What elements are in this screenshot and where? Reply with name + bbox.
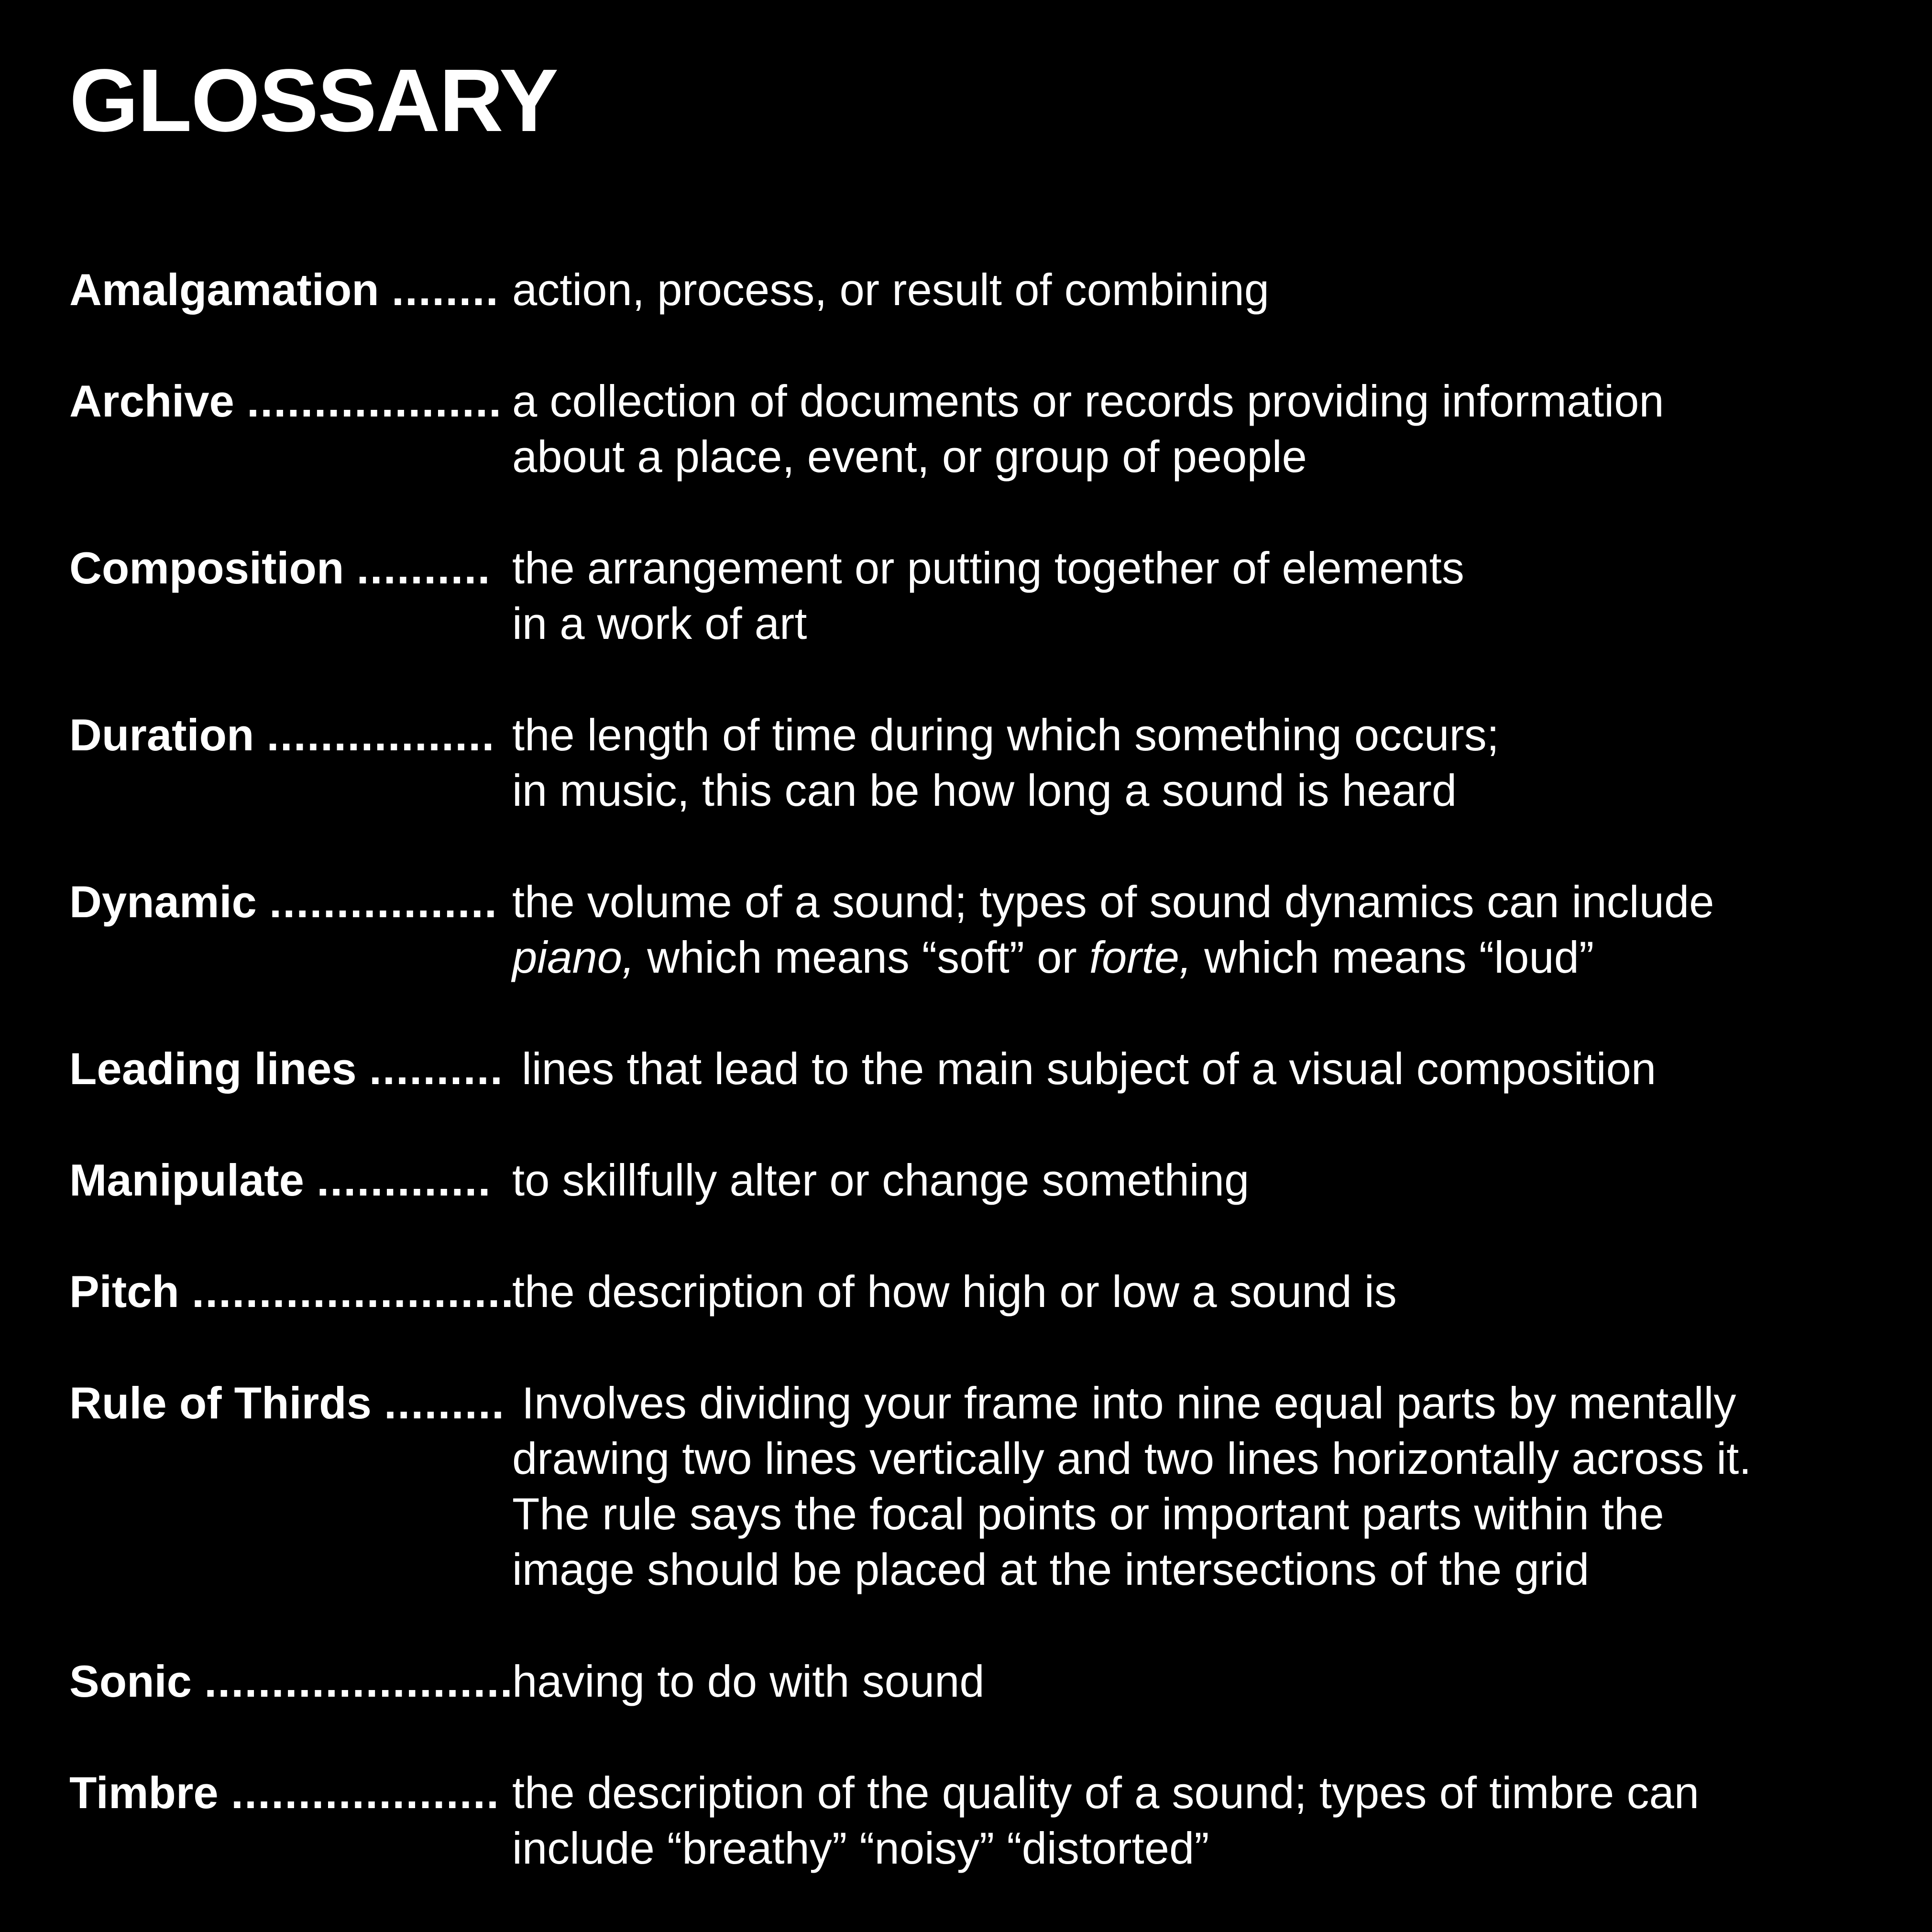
glossary-entry-rule-of-thirds	[69, 1375, 1887, 1600]
definition-line: include “breathy” “noisy” “distorted”	[512, 1823, 1209, 1873]
glossary-term: Duration .................	[69, 710, 495, 760]
glossary-term: Timbre ....................	[69, 1767, 500, 1818]
glossary-definition	[512, 1654, 1880, 1709]
leader-dots: ........	[391, 264, 499, 315]
glossary-term: Rule of Thirds .........	[69, 1378, 505, 1428]
definition-line: about a place, event, or group of people	[512, 431, 1307, 482]
leader-dots: .................	[269, 877, 498, 927]
glossary-entry-archive	[69, 373, 1887, 488]
glossary-term: Archive ...................	[69, 376, 503, 426]
definition-line: image should be placed at the intersections of the grid	[512, 1544, 1590, 1594]
glossary-term: Dynamic .................	[69, 877, 498, 927]
definition-line: in a work of art	[512, 598, 807, 648]
definition-line: having to do with sound	[512, 1656, 985, 1706]
glossary-definition	[512, 1765, 1880, 1876]
glossary-definition	[512, 262, 1880, 318]
glossary-term: Amalgamation ........	[69, 264, 499, 315]
glossary-definition	[512, 1153, 1880, 1208]
leader-dots: ........................	[191, 1266, 515, 1317]
definition-line: the description of how high or low a sound is	[512, 1266, 1397, 1317]
leader-dots: ....................	[231, 1767, 500, 1818]
glossary-definition	[512, 874, 1880, 985]
glossary-term: Sonic .......................	[69, 1656, 514, 1706]
leader-dots: .............	[317, 1155, 492, 1205]
glossary-definition	[512, 1264, 1880, 1319]
glossary-entry-composition	[69, 540, 1887, 655]
glossary-term: Pitch ........................	[69, 1266, 515, 1317]
glossary-entry-duration	[69, 707, 1887, 822]
leader-dots: .......................	[204, 1656, 514, 1706]
definition-line: Involves dividing your frame into nine equal parts by mentally	[522, 1378, 1736, 1428]
glossary-entry-manipulate	[69, 1153, 1887, 1267]
definition-line: lines that lead to the main subject of a visual composition	[522, 1043, 1657, 1094]
glossary-entry-dynamic	[69, 874, 1887, 989]
leader-dots: ..........	[356, 543, 491, 593]
leader-dots: .................	[266, 710, 495, 760]
definition-line: the arrangement or putting together of elements	[512, 543, 1464, 593]
definition-line: the length of time during which something occurs;	[512, 710, 1499, 760]
glossary-definition	[522, 1041, 1889, 1097]
glossary-term: Leading lines ..........	[69, 1043, 504, 1094]
italic-term-forte: forte,	[1089, 932, 1192, 982]
glossary-definition	[512, 373, 1880, 484]
glossary-definition	[512, 1375, 1880, 1597]
glossary-definition	[512, 540, 1880, 651]
definition-line: action, process, or result of combining	[512, 264, 1270, 315]
glossary-entry-leading-lines	[69, 1041, 1887, 1156]
glossary-term: Composition ..........	[69, 543, 491, 593]
definition-line: drawing two lines vertically and two lines horizontally across it.	[512, 1433, 1752, 1483]
glossary-entry-sonic	[69, 1654, 1887, 1768]
glossary-entry-amalgamation	[69, 262, 1887, 377]
glossary-entry-pitch	[69, 1264, 1887, 1379]
definition-line: the volume of a sound; types of sound dynamics can include	[512, 877, 1714, 927]
definition-line: The rule says the focal points or important parts within the	[512, 1489, 1664, 1539]
leader-dots: ...................	[246, 376, 503, 426]
definition-line: in music, this can be how long a sound is heard	[512, 765, 1457, 815]
leader-dots: ..........	[369, 1043, 504, 1094]
definition-line: the description of the quality of a sound; types of timbre can	[512, 1767, 1700, 1818]
definition-line: piano, which means “soft” or forte, which means “loud”	[512, 932, 1594, 982]
leader-dots: .........	[384, 1378, 505, 1428]
glossary-entry-timbre	[69, 1765, 1887, 1880]
glossary-definition	[512, 707, 1880, 818]
definition-line: a collection of documents or records providing information	[512, 376, 1664, 426]
glossary-term: Manipulate .............	[69, 1155, 492, 1205]
italic-term-piano: piano,	[512, 932, 635, 982]
definition-line: to skillfully alter or change something	[512, 1155, 1250, 1205]
page-title: GLOSSARY	[69, 51, 558, 150]
